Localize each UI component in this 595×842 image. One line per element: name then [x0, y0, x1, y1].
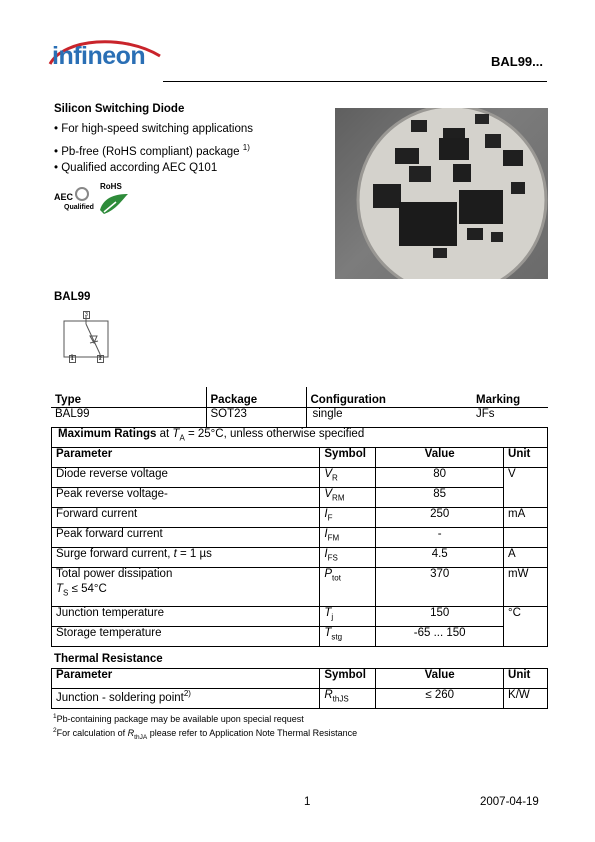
- pin-2-label: 2: [99, 356, 102, 362]
- sot23-diagram: [62, 312, 112, 364]
- cell-type: BAL99: [51, 408, 206, 428]
- table-row: Peak reverse voltage- $V_{RM}$ 85: [52, 488, 548, 508]
- thermal-header: Parameter Symbol Value Unit: [52, 669, 548, 689]
- table-row: Total power dissipation $T_S \le 54^\circ C$ $P_{tot}$ 370 mW: [52, 568, 548, 607]
- type-table: [51, 387, 548, 428]
- pin-1-label: 1: [71, 356, 74, 362]
- feature-1: • For high-speed switching applications: [54, 123, 254, 135]
- package-photo: [335, 108, 548, 279]
- footnote-1: $^1$Pb-containing package may be available upon special request: [53, 713, 304, 724]
- footnote-2: $^2$For calculation of $R_{thJA}$ please refer to Application Note Thermal Resistance: [53, 727, 358, 741]
- pinout-label: BAL99: [54, 291, 91, 303]
- table-row: Surge forward current, t = 1 µs $I_{FS}$ 4.5 A: [52, 548, 548, 568]
- col-package: Package: [206, 387, 306, 408]
- feature-2: • Pb-free (RoHS compliant) package $^{1)}$: [54, 143, 250, 158]
- cell-configuration: single: [306, 408, 476, 428]
- logo-text: infineon: [52, 42, 146, 70]
- thermal-table: [51, 668, 548, 709]
- cell-package: SOT23: [206, 408, 306, 428]
- col-marking: Marking: [476, 387, 548, 408]
- table-row: Junction - soldering point$^{2)}$ $R_{thJS}$ ≤ 260 K/W: [52, 689, 548, 709]
- cell-marking: JFs: [476, 408, 548, 428]
- type-table-header: [51, 387, 548, 408]
- max-ratings-table: [51, 427, 548, 647]
- pin-3-label: 3: [85, 312, 88, 318]
- table-row: Peak forward current $I_{FM}$ -: [52, 528, 548, 548]
- header-rule: [163, 81, 547, 82]
- table-row: Forward current $I_F$ 250 mA: [52, 508, 548, 528]
- table-row: Junction temperature $T_j$ 150 °C: [52, 607, 548, 627]
- infineon-logo: [44, 34, 164, 80]
- aec-badge-icon: AEC Qualified: [54, 184, 94, 214]
- table-row: [51, 408, 548, 428]
- rohs-badge-icon: RoHS: [96, 182, 132, 216]
- max-ratings-header: Parameter Symbol Value Unit: [52, 448, 548, 468]
- feature-3: • Qualified according AEC Q101: [54, 162, 218, 174]
- table-row: Storage temperature $T_{stg}$ -65 ... 150: [52, 627, 548, 647]
- table-row: Diode reverse voltage $V_R$ 80 V: [52, 468, 548, 488]
- col-configuration: Configuration: [306, 387, 476, 408]
- col-type: Type: [51, 387, 206, 408]
- thermal-title: Thermal Resistance: [54, 653, 163, 665]
- page-number: 1: [304, 796, 311, 808]
- part-number-header: BAL99...: [490, 54, 543, 69]
- max-ratings-caption: Maximum Ratings at $T_A = 25^\circ C$, unless otherwise specified: [52, 428, 548, 448]
- footer-date: 2007-04-19: [480, 796, 539, 808]
- product-title: Silicon Switching Diode: [54, 103, 185, 115]
